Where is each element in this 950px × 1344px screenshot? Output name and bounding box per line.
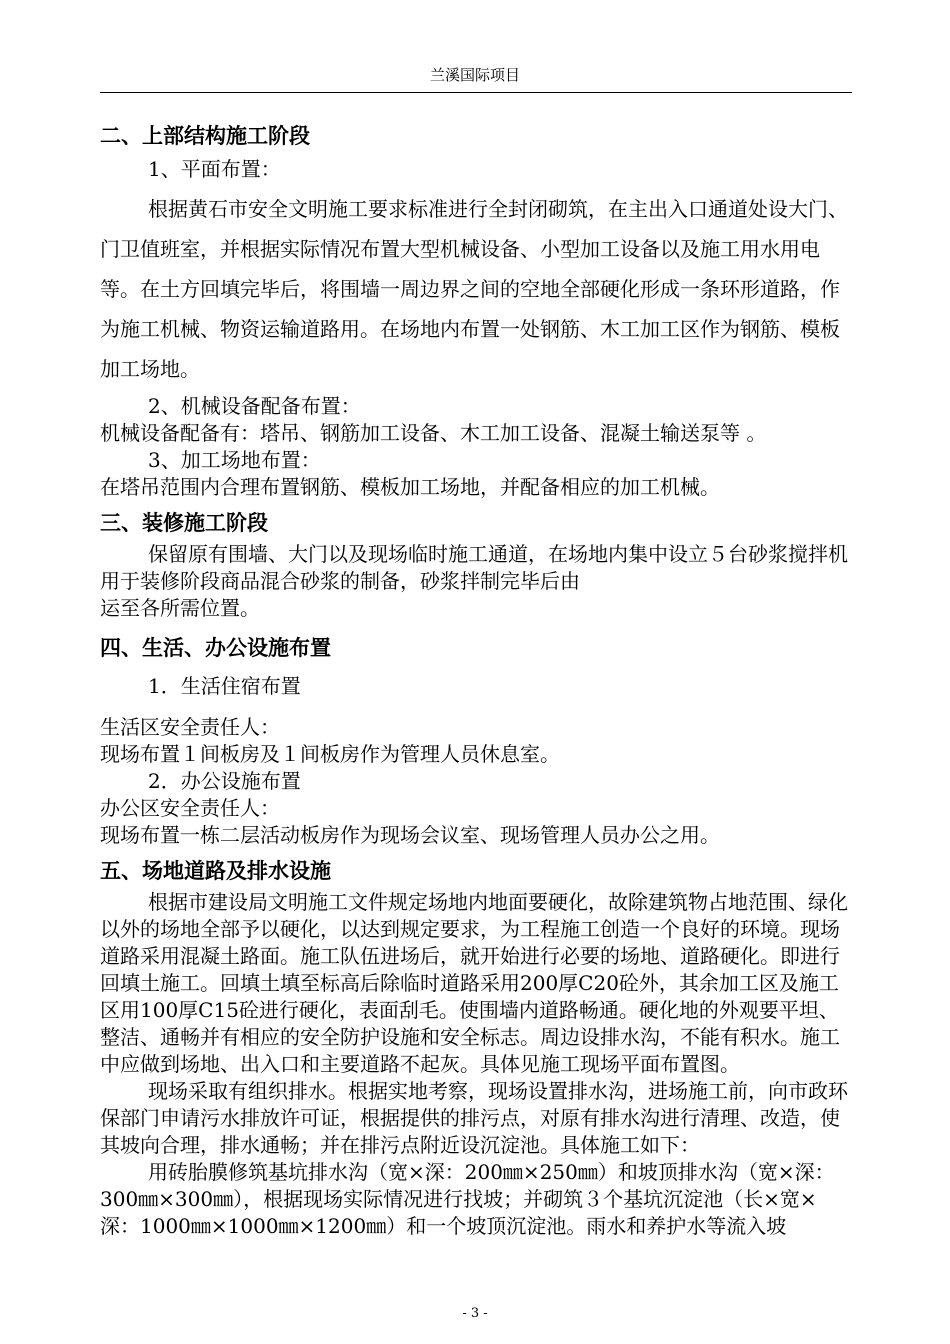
paragraph-office-building: 现场布置一栋二层活动板房作为现场会议室、现场管理人员办公之用。 xyxy=(100,823,720,847)
paragraph-decoration-end: 运至各所需位置。 xyxy=(100,596,260,620)
paragraph-plan-layout: 根据黄石市安全文明施工要求标准进行全封闭砌筑，在主出入口通道处设大门、门卫值班室，并根据实际情况布置大型机械设备、小型加工设备以及施工用水用电等。在土方回填完毕后，将围墙一周边界之间的空地全部硬化形成一条环形道路，作为施工机械、物资运输道路用。在场地内布置一处钢筋、木工加工区作为钢筋、模板加工场地。 xyxy=(100,197,848,381)
paragraph-decoration: 保留原有围墙、大门以及现场临时施工通道，在场地内集中设立５台砂浆搅拌机用于装修阶段商品混合砂浆的制备，砂浆拌制完毕后由 xyxy=(100,542,848,593)
subheading-plan-layout: 1、平面布置： xyxy=(148,157,281,181)
paragraph-drainage: 现场采取有组织排水。根据实地考察，现场设置排水沟，进场施工前，向市政环保部门申请污水排放许可证，根据提供的排污点，对原有排水沟进行清理、改造，使其坡向合理，排水通畅；并在排污点附近设沉淀池。具体施工如下： xyxy=(100,1079,848,1157)
paragraph-living-responsible: 生活区安全责任人： xyxy=(100,715,280,739)
paragraph-machinery: 机械设备配备有：塔吊、钢筋加工设备、木工加工设备、混凝土输送泵等 。 xyxy=(100,421,767,445)
subheading-processing-site: 3、加工场地布置： xyxy=(148,448,321,472)
paragraph-drainage-construction: 用砖胎膜修筑基坑排水沟（宽×深：200㎜×250㎜）和坡顶排水沟（宽×深：300㎜×300㎜），根据现场实际情况进行找坡；并砌筑３个基坑沉淀池（长×宽×深：1000㎜×1000㎜×1200㎜）和一个坡顶沉淀池。雨水和养护水等流入坡 xyxy=(100,1160,835,1238)
subheading-living: 1．生活住宿布置 xyxy=(148,674,301,698)
section-heading-facilities: 四、生活、办公设施布置 xyxy=(100,636,331,660)
subheading-machinery: 2、机械设备配备布置： xyxy=(148,394,361,418)
document-body xyxy=(100,118,852,1240)
page-number: - 3 - xyxy=(462,1306,488,1321)
paragraph-roads: 根据市建设局文明施工文件规定场地内地面要硬化，故除建筑物占地范围、绿化以外的场地全部予以硬化，以达到规定要求，为工程施工创造一个良好的环境。现场道路采用混凝土路面。施工队伍进场后，就开始进行必要的场地、道路硬化。即进行回填土施工。回填土填至标高后除临时道路采用200厚C20砼外，其余加工区及施工区用100厚C15砼进行硬化，表面刮毛。使围墙内道路畅通。硬化地的外观要平坦、整洁、通畅并有相应的安全防护设施和安全标志。周边设排水沟，不能有积水。施工中应做到场地、出入口和主要道路不起灰。具体见施工现场平面布置图。 xyxy=(100,890,848,1076)
header-rule xyxy=(100,92,852,93)
section-heading-roads-drainage: 五、场地道路及排水设施 xyxy=(100,859,331,883)
paragraph-living-boardroom: 现场布置１间板房及１间板房作为管理人员休息室。 xyxy=(100,742,560,766)
paragraph-office-responsible: 办公区安全责任人： xyxy=(100,796,280,820)
paragraph-processing-site: 在塔吊范围内合理布置钢筋、模板加工场地，并配备相应的加工机械。 xyxy=(100,475,720,499)
section-heading-superstructure: 二、上部结构施工阶段 xyxy=(100,124,310,148)
section-heading-decoration: 三、装修施工阶段 xyxy=(100,511,268,535)
page-header-title: 兰溪国际项目 xyxy=(429,66,520,84)
subheading-office: 2．办公设施布置 xyxy=(148,769,301,793)
